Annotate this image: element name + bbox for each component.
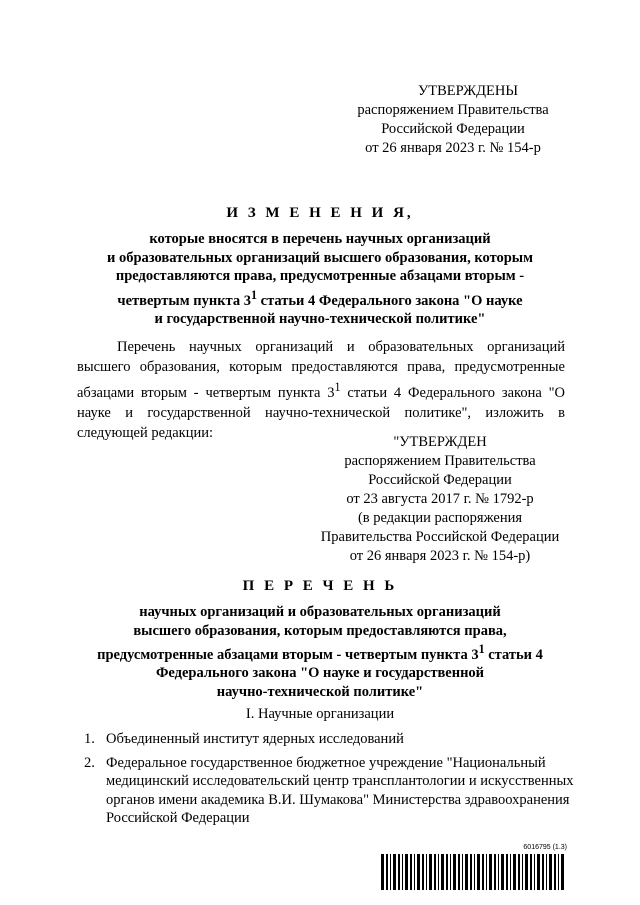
approval-title: "УТВЕРЖДЕН [393,434,487,450]
approval-line: распоряжением Правительства [344,453,536,469]
list-item [84,754,574,828]
superscript: 1 [334,380,341,394]
changes-title: И З М Е Н Е Н И Я, [226,205,414,221]
paragraph-text: статьи 4 Федерального закона "О науке и государственной научно-технической политике", изложить в следующей редакции: [77,384,565,441]
barcode-block [381,844,567,894]
approval-stamp [338,82,568,158]
section-heading: I. Научные организации [245,706,395,722]
subtitle-line: высшего образования, которым предоставляются права, [133,622,507,639]
superscript: 1 [478,642,485,656]
approval-line: распоряжением Правительства [357,102,549,118]
subtitle-line-part: статьи 4 Федерального закона "О науке [257,292,523,309]
list-item-text: Объединенный институт ядерных исследований [106,731,404,747]
subtitle-line: и образовательных организаций высшего образования, которым [106,249,534,266]
list-item-text: Федеральное государственное бюджетное учреждение "Национальный медицинский исследовательский центр трансплантологии и искусственных органов имени академика В.И. Шумакова" Министерства здравоохранения Российской Федерации [106,754,574,826]
approval-title: УТВЕРЖДЕНЫ [417,83,519,99]
subtitle-line-part: четвертым пункта 3 [117,292,251,309]
subtitle-line [90,286,550,310]
approval-date: от 23 августа 2017 г. № 1792-р [346,491,534,507]
superscript: 1 [250,287,258,302]
subtitle-line: научно-технической политике" [216,683,424,700]
changes-subtitle [90,230,550,328]
subtitle-line: и государственной научно-технической политике" [154,310,486,327]
subtitle-line: которые вносятся в перечень научных организаций [149,231,491,247]
barcode-icon [381,854,567,890]
subtitle-line-part: статьи 4 [484,646,543,663]
list-item-number: 1. [84,731,95,747]
list-title: П Е Р Е Ч Е Н Ь [242,578,398,594]
list-item-number: 2. [84,754,95,771]
approval-line: Правительства Российской Федерации [320,529,560,545]
barcode-number: 6016795 (1.3) [523,844,567,851]
subtitle-line-part: предусмотренные абзацами вторым - четвертым пункта 3 [97,646,479,663]
approval-date: от 26 января 2023 г. № 154-р) [349,548,531,564]
organization-list [84,730,574,833]
subtitle-line [80,640,560,664]
paragraph-text: Перечень научных организаций и образовательных организаций высшего образования, которым предоставляются права, предусмотренные абзацами вторым - четвертым пункта 3 [77,339,565,401]
approval-line: Российской Федерации [381,121,525,137]
approval-line: Российской Федерации [368,472,512,488]
approval-stamp-quoted [310,433,570,566]
body-paragraph [77,337,565,443]
subtitle-line: научных организаций и образовательных организаций [139,604,501,620]
approval-line: (в редакции распоряжения [357,510,523,526]
list-subtitle [80,603,560,701]
list-item [84,730,574,749]
approval-date: от 26 января 2023 г. № 154-р [365,140,541,156]
subtitle-line: Федерального закона "О науке и государственной [155,665,485,682]
subtitle-line: предоставляются права, предусмотренные абзацами вторым - [115,268,525,284]
